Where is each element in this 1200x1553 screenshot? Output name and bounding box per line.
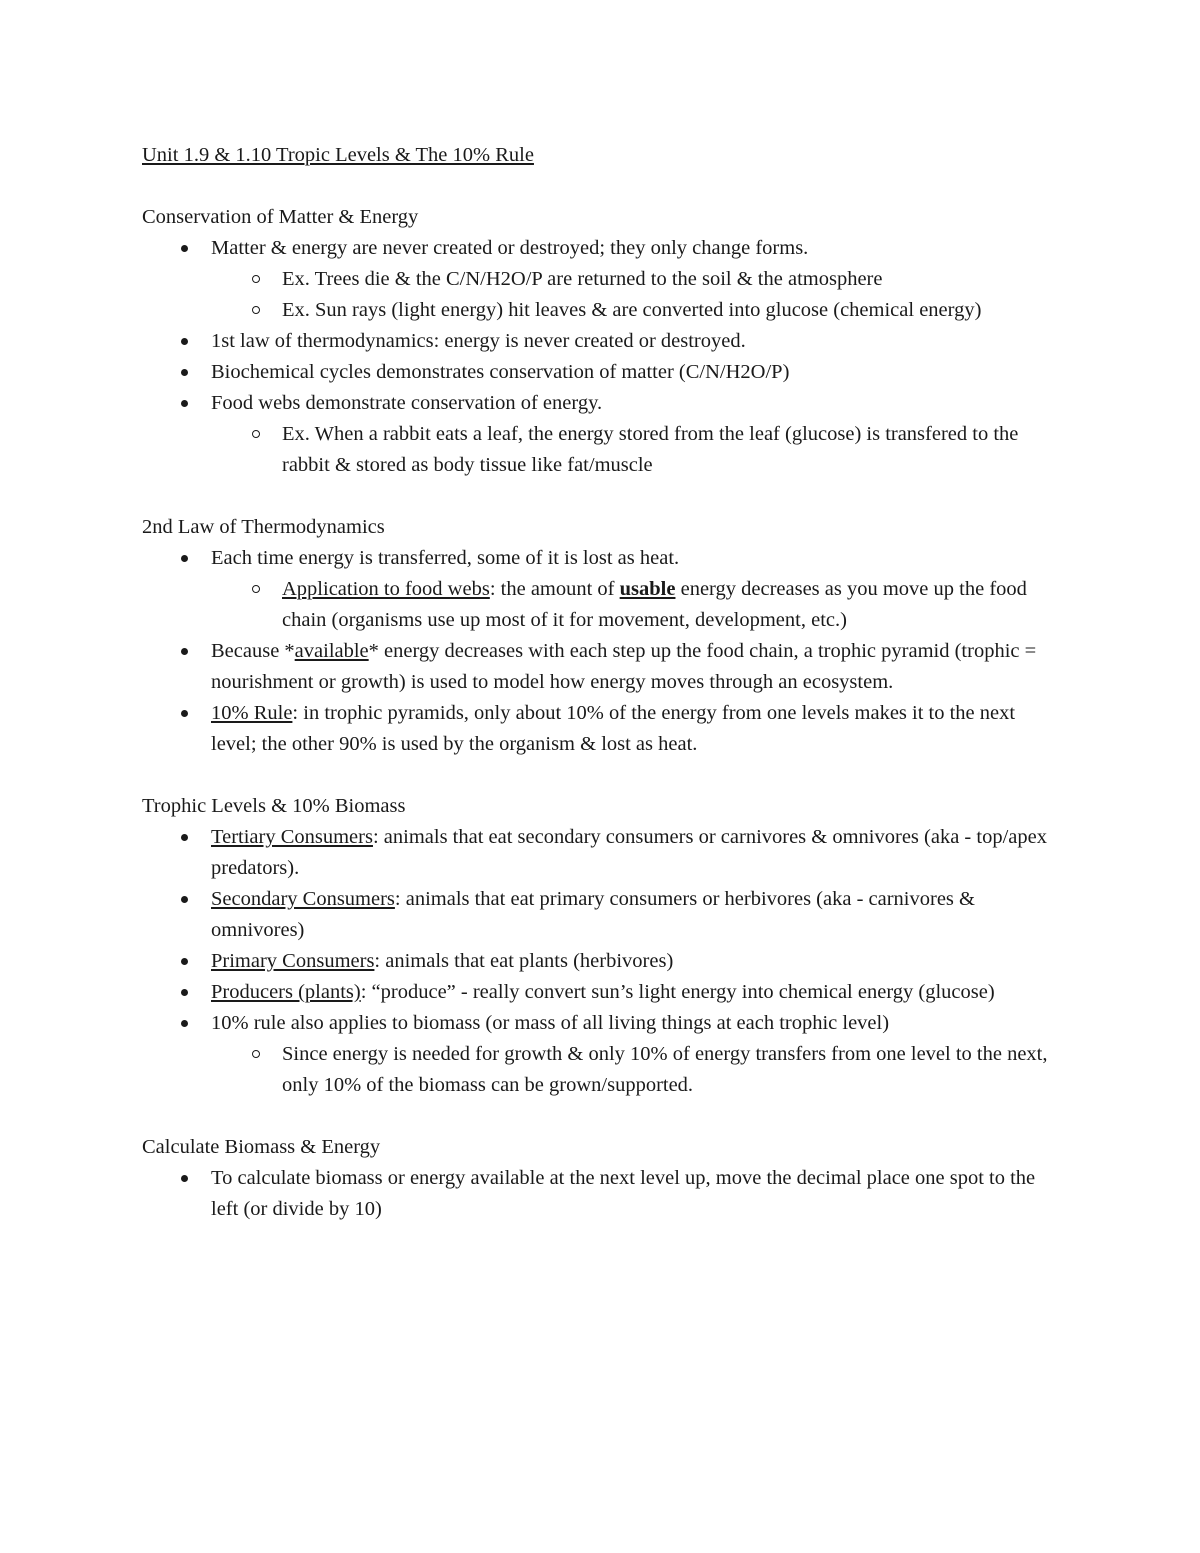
spacer (142, 171, 1062, 202)
sub-list-item: Ex. Sun rays (light energy) hit leaves & are converted into glucose (chemical energy) (282, 299, 982, 321)
sub-list (142, 419, 1062, 481)
list-item: Each time energy is transferred, some of it is lost as heat. Application to food webs: the amount of usable energy decreases as you move up the food chain (organisms use up most of it for movement, development, etc.) (142, 543, 1062, 636)
spacer (142, 760, 1062, 791)
list-item: Biochemical cycles demonstrates conservation of matter (C/N/H2O/P) (211, 361, 790, 383)
list-item: Primary Consumers: animals that eat plants (herbivores) (211, 950, 674, 972)
list-item: 10% Rule: in trophic pyramids, only about 10% of the energy from one levels makes it to the next level; the other 90% is used by the organism & lost as heat. (211, 702, 1016, 755)
sub-list-item: Ex. Trees die & the C/N/H2O/P are returned to the soil & the atmosphere (282, 268, 883, 290)
section-heading-conservation: Conservation of Matter & Energy (142, 206, 419, 228)
section-heading-second-law: 2nd Law of Thermodynamics (142, 516, 385, 538)
sub-list (142, 1039, 1062, 1101)
list-item: 1st law of thermodynamics: energy is never created or destroyed. (211, 330, 746, 352)
sub-list (142, 264, 1062, 326)
sub-list-item: Ex. When a rabbit eats a leaf, the energy stored from the leaf (glucose) is transfered to the rabbit & stored as body tissue like fat/muscle (282, 423, 1019, 476)
section-heading-calculate: Calculate Biomass & Energy (142, 1136, 381, 1158)
sub-list (142, 574, 1062, 636)
list-item: Matter & energy are never created or destroyed; they only change forms. Ex. Trees die & the C/N/H2O/P are returned to the soil & the atmosphere Ex. Sun rays (light energy) hit leaves & are converted into glucose (chemical energy) (142, 233, 1062, 326)
list-item: Because *available* energy decreases with each step up the food chain, a trophic pyramid (trophic = nourishment or growth) is used to model how energy moves through an ecosystem. (211, 640, 1037, 693)
list-item: Tertiary Consumers: animals that eat secondary consumers or carnivores & omnivores (aka - top/apex predators). (211, 826, 1047, 879)
spacer (142, 481, 1062, 512)
document-title: Unit 1.9 & 1.10 Tropic Levels & The 10% Rule (142, 144, 534, 166)
spacer (142, 1101, 1062, 1132)
list-item: Food webs demonstrate conservation of energy. Ex. When a rabbit eats a leaf, the energy stored from the leaf (glucose) is transfered to the rabbit & stored as body tissue like fat/muscle (142, 388, 1062, 481)
conservation-list (142, 233, 1062, 481)
sub-list-item: Application to food webs: the amount of usable energy decreases as you move up the food chain (organisms use up most of it for movement, development, etc.) (282, 578, 1027, 631)
second-law-list (142, 543, 1062, 760)
list-item: Secondary Consumers: animals that eat primary consumers or herbivores (aka - carnivores & omnivores) (211, 888, 975, 941)
calculate-list (142, 1163, 1062, 1225)
list-item: To calculate biomass or energy available at the next level up, move the decimal place one spot to the left (or divide by 10) (211, 1167, 1036, 1220)
list-item: 10% rule also applies to biomass (or mass of all living things at each trophic level) Since energy is needed for growth & only 10% of energy transfers from one level to the next, only 10% of the biomass can be grown/supported. (142, 1008, 1062, 1101)
document-page (142, 140, 1062, 1225)
list-item: Producers (plants): “produce” - really convert sun’s light energy into chemical energy (glucose) (211, 981, 995, 1003)
section-heading-trophic: Trophic Levels & 10% Biomass (142, 795, 406, 817)
sub-list-item: Since energy is needed for growth & only 10% of energy transfers from one level to the next, only 10% of the biomass can be grown/supported. (282, 1043, 1048, 1096)
trophic-list (142, 822, 1062, 1101)
